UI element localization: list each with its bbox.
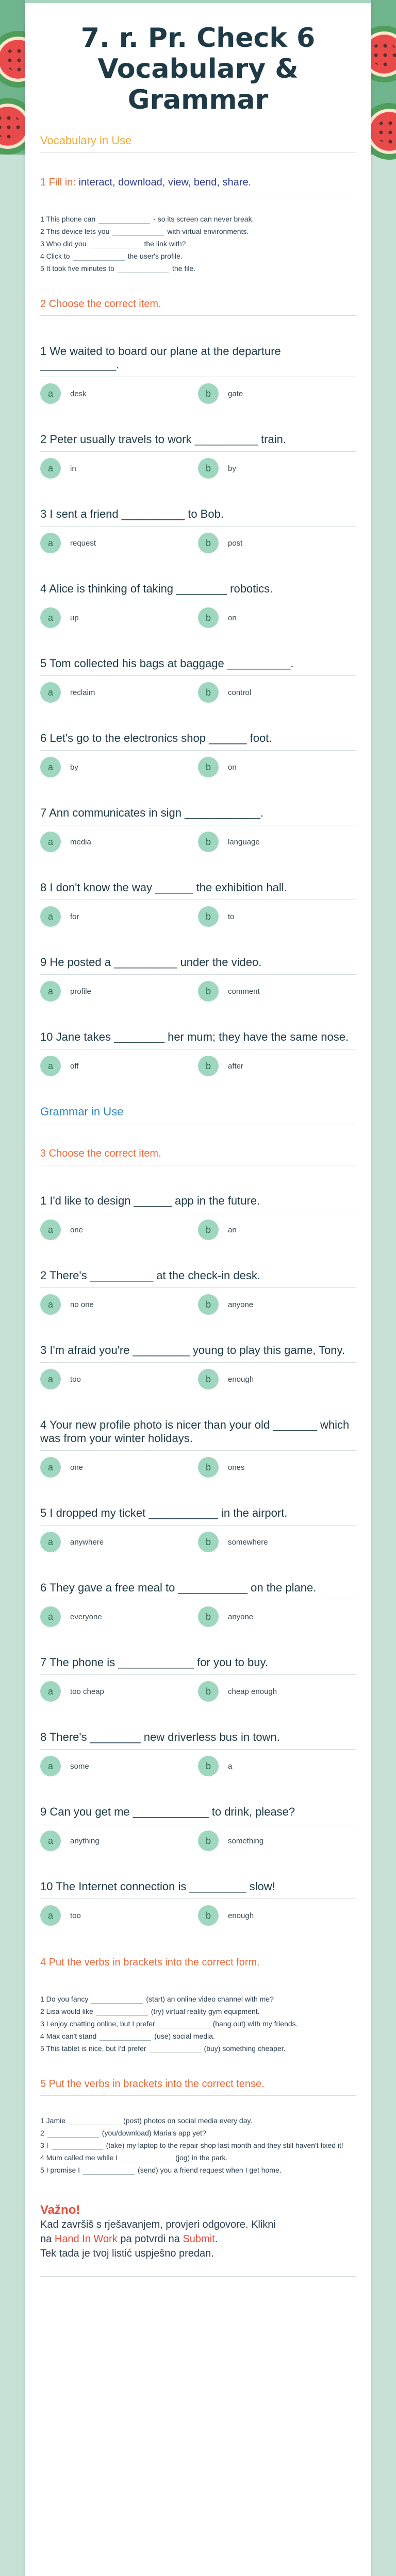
option-a[interactable] — [40, 1831, 198, 1851]
answer-options — [40, 1831, 356, 1851]
question-text: 7 The phone is ____________ for you to buy. — [40, 1656, 356, 1675]
option-a-label: one — [70, 1225, 84, 1234]
option-a[interactable] — [40, 1457, 198, 1478]
line-text-after: (take) my laptop to the repair shop last month and they still haven't fixed it! — [106, 2141, 343, 2149]
line-text-before: 5 I promise I — [40, 2166, 80, 2174]
ex5-line — [40, 2151, 356, 2164]
line-text-after: (hang out) with my friends. — [212, 2020, 298, 2028]
option-a-badge[interactable]: a — [40, 607, 61, 628]
option-a-badge[interactable]: a — [40, 1457, 61, 1478]
answer-options — [40, 1457, 356, 1478]
option-b-label: somewhere — [228, 1537, 268, 1547]
note-line-2-end: . — [214, 2233, 218, 2245]
option-b-label: post — [228, 538, 243, 548]
title-area — [25, 0, 371, 129]
question — [40, 1581, 356, 1627]
answer-blank[interactable] — [118, 265, 169, 273]
exercise-4-list — [40, 1993, 356, 2055]
option-b-badge[interactable]: b — [198, 383, 219, 404]
line-text-after: (you/download) Maria's app yet? — [102, 2129, 206, 2137]
option-b[interactable] — [198, 1681, 356, 1702]
answer-options — [40, 1905, 356, 1926]
answer-blank[interactable] — [83, 2167, 135, 2175]
option-a-label: in — [70, 464, 76, 473]
option-b-label: something — [228, 1836, 264, 1845]
option-a-label: by — [70, 762, 78, 772]
ex4-line — [40, 1993, 356, 2005]
line-text-after: with virtual environments. — [167, 227, 249, 235]
option-b[interactable] — [198, 1532, 356, 1552]
note-line-2-pre: na — [40, 2233, 55, 2245]
line-text-before: 2 Lisa would like — [40, 2007, 93, 2015]
question — [40, 657, 356, 703]
question-text: 8 I don't know the way ______ the exhibition hall. — [40, 881, 356, 900]
option-a[interactable] — [40, 682, 198, 703]
option-a[interactable] — [40, 1756, 198, 1776]
option-a-label: too — [70, 1911, 81, 1920]
line-text-after: (post) photos on social media every day. — [123, 2116, 253, 2125]
option-b-label: an — [228, 1225, 237, 1234]
option-a[interactable] — [40, 1219, 198, 1240]
line-text-after: (try) virtual reality gym equipment. — [151, 2007, 260, 2015]
worksheet-card — [25, 0, 371, 2576]
option-b-label: enough — [228, 1375, 254, 1384]
option-a-badge[interactable]: a — [40, 1056, 61, 1076]
option-a-badge[interactable]: a — [40, 832, 61, 852]
question-text: 4 Your new profile photo is nicer than your old _______ which was from your winter holidays. — [40, 1418, 356, 1451]
option-a[interactable] — [40, 1056, 198, 1076]
answer-options — [40, 1369, 356, 1389]
option-b[interactable] — [198, 607, 356, 628]
question-text: 10 The Internet connection is _________ slow! — [40, 1880, 356, 1899]
answer-blank[interactable] — [112, 228, 164, 236]
answer-blank[interactable] — [47, 2130, 99, 2138]
option-a-label: too — [70, 1375, 81, 1384]
question — [40, 1880, 356, 1926]
answer-options — [40, 1681, 356, 1702]
option-b[interactable] — [198, 906, 356, 927]
question — [40, 732, 356, 777]
question — [40, 1269, 356, 1315]
ex5-line — [40, 2139, 356, 2151]
option-b[interactable] — [198, 1457, 356, 1478]
question-text: 9 He posted a __________ under the video. — [40, 956, 356, 975]
answer-options — [40, 383, 356, 404]
option-b-badge[interactable]: b — [198, 906, 219, 927]
line-text-after: the user's profile. — [127, 252, 183, 260]
answer-options — [40, 533, 356, 553]
line-text-before: 4 Click to — [40, 252, 70, 260]
question-text: 3 I'm afraid you're _________ young to play this game, Tony. — [40, 1344, 356, 1363]
line-text-before: 1 Jamie — [40, 2116, 66, 2125]
worksheet-content — [25, 134, 371, 2277]
line-text-after: (send) you a friend request when I get home. — [138, 2166, 282, 2174]
option-b-badge[interactable]: b — [198, 1294, 219, 1315]
exercise-1-list — [40, 213, 356, 275]
answer-blank[interactable] — [73, 253, 125, 261]
ex1-line — [40, 213, 356, 225]
ex1-line — [40, 238, 356, 250]
option-a[interactable] — [40, 757, 198, 777]
line-text-before: 1 This phone can — [40, 215, 96, 223]
answer-options — [40, 682, 356, 703]
option-a-label: anything — [70, 1836, 100, 1845]
question-text: 8 There's ________ new driverless bus in town. — [40, 1731, 356, 1750]
option-a[interactable] — [40, 533, 198, 553]
exercise-2-heading: 2 Choose the correct item. — [40, 298, 356, 316]
option-a-badge[interactable]: a — [40, 383, 61, 404]
question-text: 5 I dropped my ticket ___________ in the airport. — [40, 1506, 356, 1526]
option-a-label: up — [70, 613, 79, 622]
option-b[interactable] — [198, 1606, 356, 1627]
question — [40, 881, 356, 927]
option-b-label: anyone — [228, 1300, 254, 1309]
answer-options — [40, 757, 356, 777]
answer-options — [40, 458, 356, 479]
answer-blank[interactable] — [90, 241, 141, 248]
question-text: 1 I'd like to design ______ app in the future. — [40, 1194, 356, 1213]
ex4-line — [40, 2018, 356, 2030]
question — [40, 1344, 356, 1389]
section-grammar-heading: Grammar in Use — [40, 1105, 356, 1124]
question — [40, 582, 356, 628]
question — [40, 1805, 356, 1851]
option-b-label: cheap enough — [228, 1687, 277, 1696]
answer-blank[interactable] — [98, 216, 150, 224]
question-text: 10 Jane takes ________ her mum; they have the same nose. — [40, 1030, 356, 1049]
option-b-badge[interactable]: b — [198, 682, 219, 703]
ex1-line — [40, 225, 356, 238]
hand-in-work-label: Hand In Work — [54, 2233, 118, 2245]
answer-options — [40, 981, 356, 1002]
option-a-badge[interactable]: a — [40, 1369, 61, 1389]
option-b-badge[interactable]: b — [198, 1606, 219, 1627]
line-text-after: (start) an online video channel with me? — [146, 1995, 274, 2003]
option-a-badge[interactable]: a — [40, 533, 61, 553]
option-b[interactable] — [198, 1294, 356, 1315]
exercise-3-heading: 3 Choose the correct item. — [40, 1148, 356, 1165]
ex5-line — [40, 2164, 356, 2176]
option-b[interactable] — [198, 981, 356, 1002]
option-a[interactable] — [40, 1294, 198, 1315]
option-a-label: anywhere — [70, 1537, 104, 1547]
exercise-1-heading-prefix: 1 Fill in: — [40, 177, 79, 188]
option-b[interactable] — [198, 1219, 356, 1240]
question — [40, 806, 356, 852]
question-text: 1 We waited to board our plane at the departure ____________. — [40, 345, 356, 377]
question — [40, 1030, 356, 1076]
answer-blank[interactable] — [52, 2142, 103, 2150]
option-b-label: on — [228, 613, 237, 622]
answer-blank[interactable] — [100, 2033, 151, 2041]
option-a-label: reclaim — [70, 688, 95, 697]
answer-blank[interactable] — [69, 2117, 120, 2125]
option-b-label: language — [228, 837, 260, 846]
ex5-line — [40, 2114, 356, 2127]
option-a-label: off — [70, 1061, 79, 1071]
note-line-3: Tek tada je tvoj listić uspješno predan. — [40, 2248, 214, 2259]
line-text-before: 4 Mum called me while I — [40, 2154, 118, 2162]
ex1-line — [40, 250, 356, 262]
option-a-badge[interactable]: a — [40, 1606, 61, 1627]
line-text-after: the link with? — [144, 240, 186, 248]
option-a-badge[interactable]: a — [40, 458, 61, 479]
ex4-line — [40, 2030, 356, 2042]
question-text: 5 Tom collected his bags at baggage __________. — [40, 657, 356, 676]
option-b-badge[interactable]: b — [198, 981, 219, 1002]
footer-divider — [40, 2276, 356, 2277]
ex1-line — [40, 262, 356, 275]
option-a[interactable] — [40, 1532, 198, 1552]
option-a-badge[interactable]: a — [40, 906, 61, 927]
option-b-label: ones — [228, 1463, 245, 1472]
option-a-badge[interactable]: a — [40, 1681, 61, 1702]
line-text-after: - so its screen can never break. — [153, 215, 254, 223]
submission-note — [40, 2203, 356, 2261]
option-b[interactable] — [198, 832, 356, 852]
question — [40, 345, 356, 404]
option-a-label: desk — [70, 389, 87, 398]
answer-options — [40, 832, 356, 852]
exercise-5-heading: 5 Put the verbs in brackets into the correct tense. — [40, 2078, 356, 2096]
note-important: Važno! — [40, 2203, 80, 2217]
question — [40, 1506, 356, 1552]
option-b-badge[interactable]: b — [198, 1532, 219, 1552]
ex4-line — [40, 2005, 356, 2018]
option-a-badge[interactable]: a — [40, 1294, 61, 1315]
answer-options — [40, 906, 356, 927]
option-a[interactable] — [40, 1369, 198, 1389]
option-a-badge[interactable]: a — [40, 1219, 61, 1240]
option-b-badge[interactable]: b — [198, 1831, 219, 1851]
option-a-badge[interactable]: a — [40, 981, 61, 1002]
option-a-badge[interactable]: a — [40, 1905, 61, 1926]
option-a[interactable] — [40, 1681, 198, 1702]
question-text: 2 There's __________ at the check-in desk. — [40, 1269, 356, 1288]
option-b-badge[interactable]: b — [198, 1905, 219, 1926]
option-b[interactable] — [198, 757, 356, 777]
exercise-2-questions — [40, 345, 356, 1076]
question — [40, 1656, 356, 1702]
answer-blank[interactable] — [96, 2008, 148, 2016]
question — [40, 507, 356, 553]
exercise-1-heading — [40, 177, 356, 194]
option-b-badge[interactable]: b — [198, 1756, 219, 1776]
question-text: 7 Ann communicates in sign ____________. — [40, 806, 356, 825]
exercise-3-questions — [40, 1194, 356, 1926]
option-b-label: control — [228, 688, 252, 697]
note-line-2 — [40, 2232, 356, 2246]
answer-options — [40, 1532, 356, 1552]
option-a[interactable] — [40, 832, 198, 852]
note-line-1: Kad završiš s rješavanjem, provjeri odgovore. Klikni — [40, 2219, 276, 2230]
option-a-label: for — [70, 912, 79, 921]
question-text: 9 Can you get me ____________ to drink, please? — [40, 1805, 356, 1824]
option-b-badge[interactable]: b — [198, 1056, 219, 1076]
question-text: 3 I sent a friend __________ to Bob. — [40, 507, 356, 527]
option-a[interactable] — [40, 458, 198, 479]
question — [40, 956, 356, 1002]
question — [40, 1731, 356, 1776]
line-text-before: 1 Do you fancy — [40, 1995, 89, 2003]
option-a-label: media — [70, 837, 91, 846]
option-b[interactable] — [198, 1369, 356, 1389]
answer-options — [40, 1756, 356, 1776]
option-b-label: enough — [228, 1911, 254, 1920]
option-b[interactable] — [198, 533, 356, 553]
answer-blank[interactable] — [121, 2155, 172, 2162]
option-b-label: after — [228, 1061, 244, 1071]
option-a[interactable] — [40, 906, 198, 927]
answer-options — [40, 1606, 356, 1627]
question — [40, 1194, 356, 1240]
option-a[interactable] — [40, 383, 198, 404]
line-text-before: 2 — [40, 2129, 44, 2137]
answer-options — [40, 1056, 356, 1076]
note-line-2-mid: pa potvrdi na — [117, 2233, 183, 2245]
line-text-after: the file. — [172, 264, 196, 273]
option-b-label: anyone — [228, 1612, 254, 1621]
answer-options — [40, 607, 356, 628]
question-text: 6 They gave a free meal to ___________ on the plane. — [40, 1581, 356, 1600]
option-a[interactable] — [40, 981, 198, 1002]
option-b-badge[interactable]: b — [198, 832, 219, 852]
option-b-badge[interactable]: b — [198, 458, 219, 479]
answer-blank[interactable] — [91, 1996, 143, 2004]
option-b-badge[interactable]: b — [198, 1681, 219, 1702]
option-b[interactable] — [198, 1905, 356, 1926]
exercise-5-list — [40, 2114, 356, 2176]
line-text-after: (buy) something cheaper. — [204, 2044, 286, 2053]
option-b-label: a — [228, 1761, 233, 1771]
answer-options — [40, 1294, 356, 1315]
option-b[interactable] — [198, 383, 356, 404]
option-b-badge[interactable]: b — [198, 1457, 219, 1478]
option-a-badge[interactable]: a — [40, 757, 61, 777]
option-a-badge[interactable]: a — [40, 1756, 61, 1776]
option-a[interactable] — [40, 1905, 198, 1926]
answer-options — [40, 1219, 356, 1240]
question-text: 2 Peter usually travels to work __________ train. — [40, 433, 356, 452]
option-b-badge[interactable]: b — [198, 1369, 219, 1389]
question — [40, 433, 356, 479]
ex5-line — [40, 2127, 356, 2139]
line-text-after: (use) social media. — [154, 2032, 215, 2040]
option-a-badge[interactable]: a — [40, 682, 61, 703]
line-text-after: (jog) in the park. — [175, 2154, 228, 2162]
option-b-label: by — [228, 464, 236, 473]
option-a-badge[interactable]: a — [40, 1532, 61, 1552]
option-b[interactable] — [198, 1756, 356, 1776]
answer-blank[interactable] — [158, 2021, 210, 2028]
option-a-label: everyone — [70, 1612, 102, 1621]
submit-label: Submit — [183, 2233, 215, 2245]
option-a-label: one — [70, 1463, 84, 1472]
question-text: 6 Let's go to the electronics shop ______ foot. — [40, 732, 356, 751]
option-b[interactable] — [198, 1056, 356, 1076]
line-text-before: 3 Who did you — [40, 240, 87, 248]
section-vocabulary-heading: Vocabulary in Use — [40, 134, 356, 153]
option-a-label: request — [70, 538, 96, 548]
exercise-1-keywords: interact, download, view, bend, share. — [78, 177, 252, 188]
option-a[interactable] — [40, 607, 198, 628]
option-b-label: to — [228, 912, 235, 921]
line-text-before: 2 This device lets you — [40, 227, 110, 235]
option-b[interactable] — [198, 682, 356, 703]
ex4-line — [40, 2042, 356, 2055]
option-b[interactable] — [198, 1831, 356, 1851]
option-b-badge[interactable]: b — [198, 607, 219, 628]
line-text-before: 4 Max can't stand — [40, 2032, 97, 2040]
option-a-label: profile — [70, 987, 91, 996]
line-text-before: 3 I enjoy chatting online, but I prefer — [40, 2020, 155, 2028]
option-b-label: gate — [228, 389, 243, 398]
option-b-badge[interactable]: b — [198, 1219, 219, 1240]
line-text-before: 5 This tablet is nice, but I'd prefer — [40, 2044, 146, 2053]
exercise-4-heading: 4 Put the verbs in brackets into the correct form. — [40, 1957, 356, 1974]
option-b-badge[interactable]: b — [198, 757, 219, 777]
option-b-label: on — [228, 762, 237, 772]
line-text-before: 5 It took five minutes to — [40, 264, 114, 273]
question — [40, 1418, 356, 1478]
answer-blank[interactable] — [150, 2045, 201, 2053]
option-a[interactable] — [40, 1606, 198, 1627]
option-a-label: no one — [70, 1300, 94, 1309]
option-a-label: too cheap — [70, 1687, 104, 1696]
line-text-before: 3 I — [40, 2141, 48, 2149]
option-b-label: comment — [228, 987, 260, 996]
worksheet-title: 7. r. Pr. Check 6 Vocabulary & Grammar — [80, 23, 316, 115]
option-a-badge[interactable]: a — [40, 1831, 61, 1851]
option-b[interactable] — [198, 458, 356, 479]
option-a-label: some — [70, 1761, 89, 1771]
option-b-badge[interactable]: b — [198, 533, 219, 553]
question-text: 4 Alice is thinking of taking ________ robotics. — [40, 582, 356, 601]
